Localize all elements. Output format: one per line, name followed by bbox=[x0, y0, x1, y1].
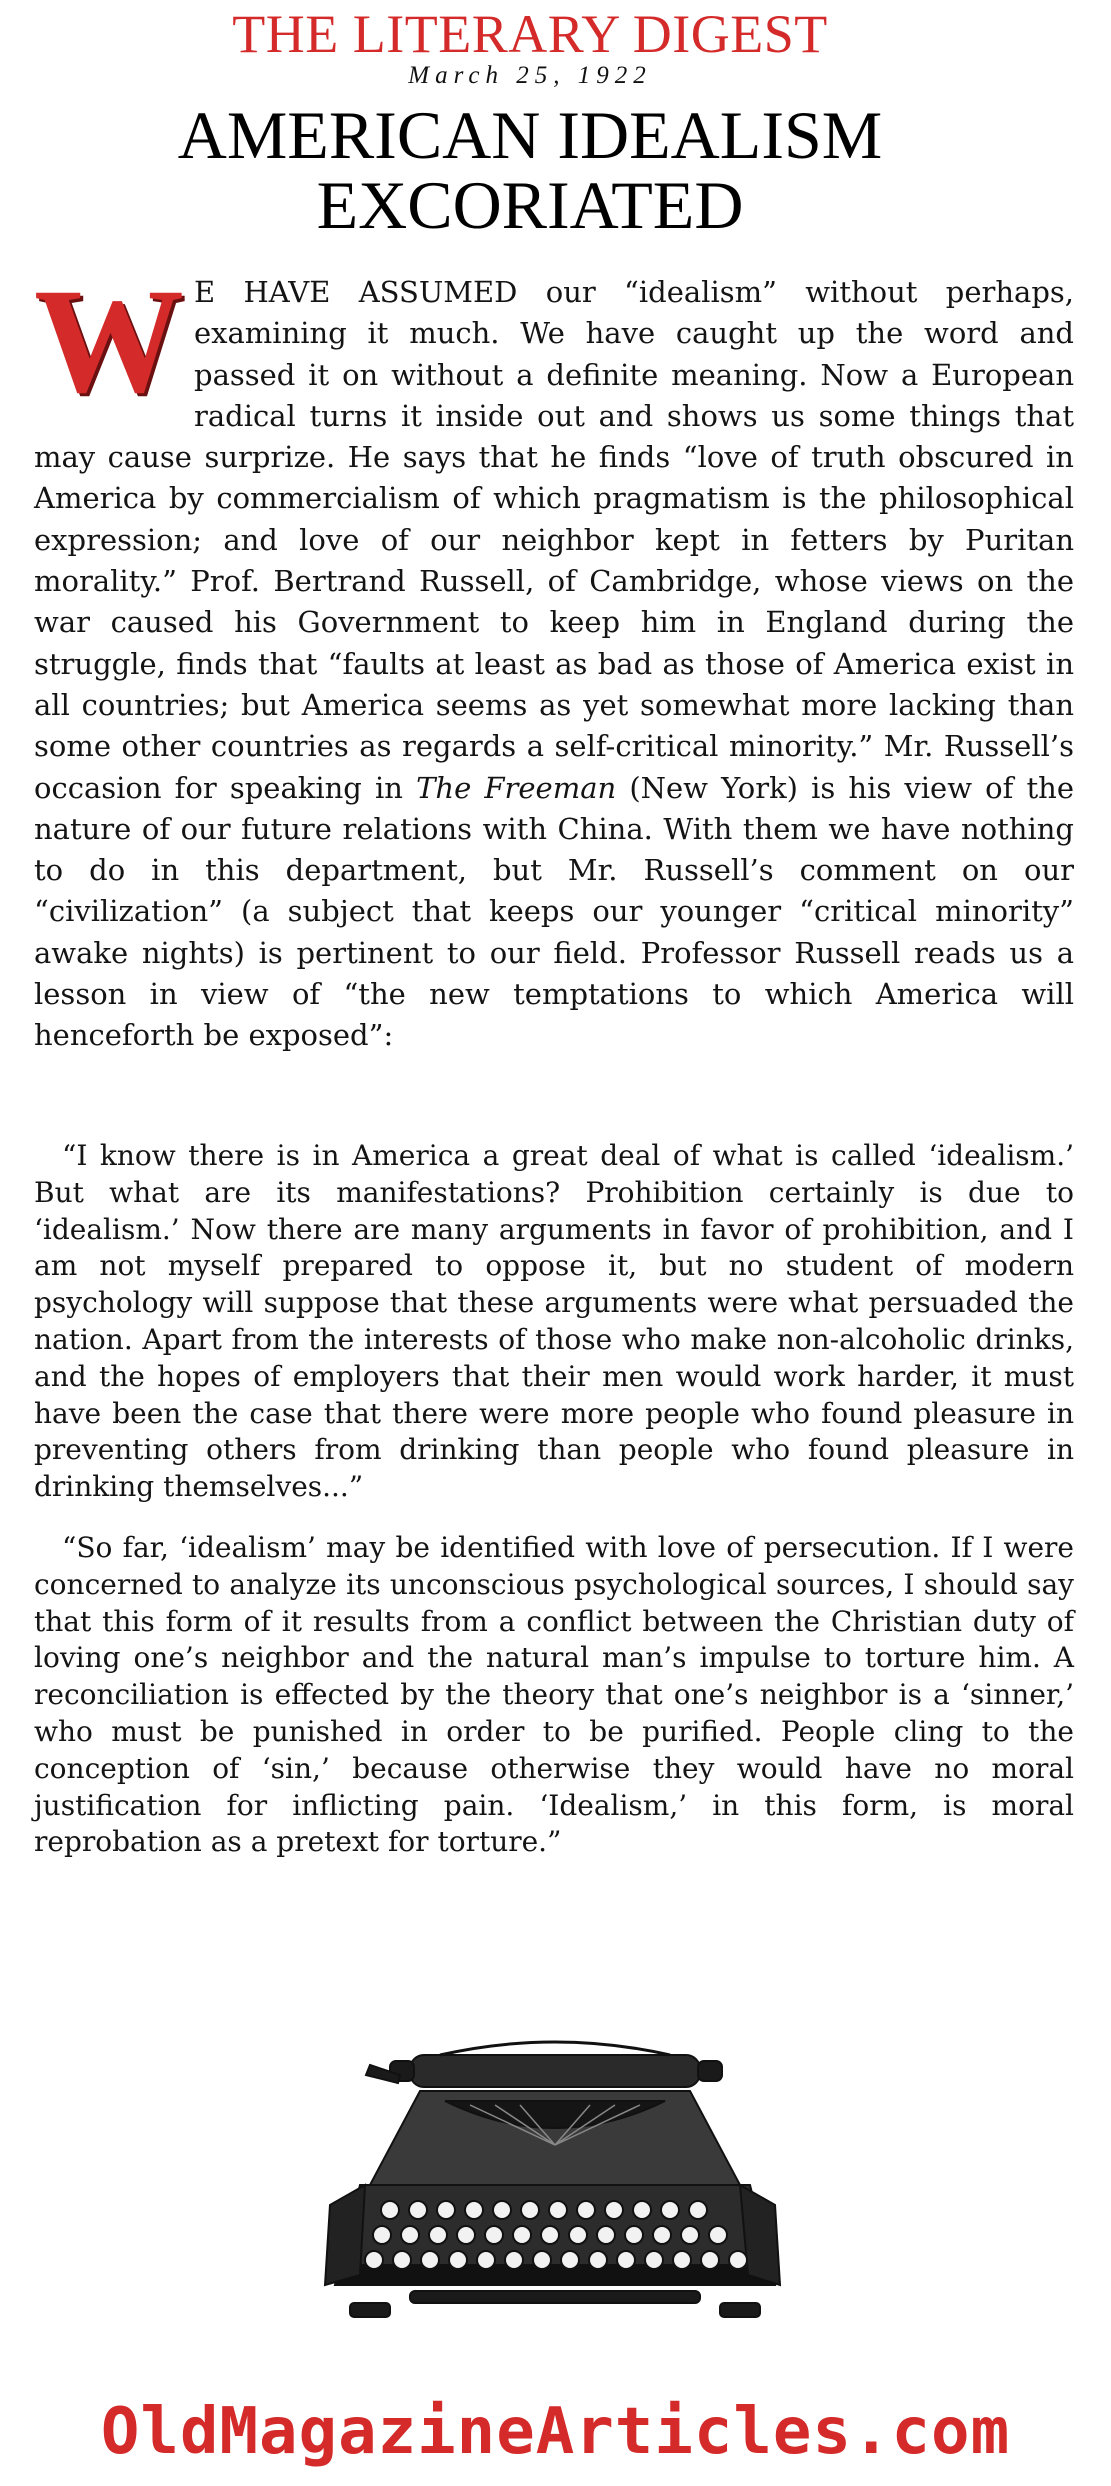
publication-title: The Freeman bbox=[416, 770, 617, 805]
quote-paragraph-2: “So far, ‘idealism’ may be identified with love of persecution. If I were concerned to analyze its unconscious psychological sources, I should say that this form of it results from a conflict between the Christian duty of loving one’s neighbor and the natural man’s impulse to torture him. A reconciliation is effected by the theory that one’s neighbor is a ‘sinner,’ who must be punished in order to be purified. People cling to the conception of ‘sin,’ because otherwise they would have no moral justification for inflicting pain. ‘Idealism,’ in this form, is moral reprobation as a pretext for torture.” bbox=[34, 1531, 1074, 1859]
headline-line-1: AMERICAN IDEALISM bbox=[177, 97, 883, 173]
typewriter-illustration bbox=[270, 2035, 790, 2335]
lead-text-continued: (New York) is his view of the nature of our future relations with China. With them we have nothing to do in this department, but Mr. Russell’s comment on our “civilization” (a subject that keeps our younger “critical minority” awake nights) is pertinent to our field. Professor Russell reads us a lesson in view of “the new temptations to which America will henceforth be exposed”: bbox=[34, 770, 1074, 1053]
quote-paragraph-1: “I know there is in America a great deal of what is called ‘idealism.’ But what are its manifestations? Prohibition certainly is due to ‘idealism.’ Now there are many arguments in favor of prohibition, and I am not myself prepared to oppose it, but no student of modern psychology will suppose that these arguments were what persuaded the nation. Apart from the interests of those who make non-alcoholic drinks, and the hopes of employers that their men would work harder, it must have been the case that there were more people who found pleasure in preventing others from drinking than people who found pleasure in drinking themselves...” bbox=[34, 1139, 1074, 1504]
lead-text: E HAVE ASSUMED our “idealism” without perhaps, examining it much. We have caught up the word and passed it on without a definite meaning. Now a European radical turns it inside out and shows us some things that may cause surprize. He says that he finds “love of truth obscured in America by commercialism of which pragmatism is the philosophical expression; and love of our neighbor kept in fetters by Puritan morality.” Prof. Bertrand Russell, of Cambridge, whose views on the war caused his Government to keep him in England during the struggle, finds that “faults at least as bad as those of America exist in all countries; but America seems as yet somewhat more lacking than some other countries as regards a self-critical minority.” Mr. Russell’s occasion for speaking in bbox=[34, 275, 1074, 805]
headline bbox=[20, 97, 1040, 243]
site-footer: OldMagazineArticles.com bbox=[100, 2395, 1011, 2469]
masthead: THE LITERARY DIGEST bbox=[232, 4, 828, 64]
issue-date: March 25, 1922 bbox=[408, 62, 652, 89]
drop-cap: W bbox=[34, 258, 184, 424]
lead-paragraph bbox=[34, 258, 1074, 1057]
headline-line-2: EXCORIATED bbox=[316, 167, 744, 243]
